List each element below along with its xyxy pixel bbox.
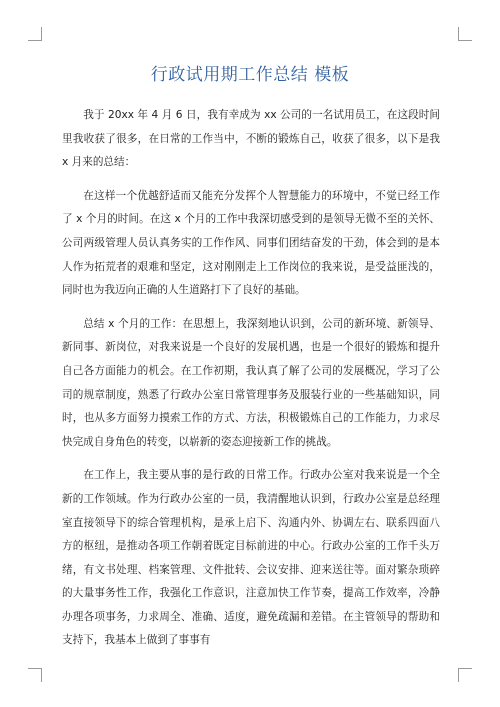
document-title: 行政试用期工作总结 模板: [150, 65, 350, 85]
crop-mark-bottom-left-h: [28, 668, 42, 669]
paragraph-environment: 在这样一个优越舒适而又能充分发挥个人智慧能力的环境中，不觉已经工作了 x 个月的时间。在这 x 个月的工作中我深切感受到的是领导无微不至的关怀、公司两级管理人员认真务实的工作作风、同事们团结奋发的干劲，体会到的是本人作为拓荒者的艰难和坚定，这对刚刚走上工作岗位的我来说，是受益匪浅的，同时也为我迈向正确的人生道路打下了良好的基础。: [62, 189, 440, 297]
paragraph-intro: 我于 20xx 年 4 月 6 日，我有幸成为 xx 公司的一名试用员工，在这段时间里我收获了很多，在日常的工作当中，不断的锻炼自己，收获了很多，以下是我 x 月来的总结：: [62, 109, 440, 169]
paragraph-work: 在工作上，我主要从事的是行政的日常工作。行政办公室对我来说是一个全新的工作领域。作为行政办公室的一员，我清醒地认识到，行政办公室是总经理室直接领导下的综合管理机构，是承上启下、沟通内外、协调左右、联系四面八方的枢纽，是推动各项工作朝着既定目标前进的中心。行政办公室的工作千头万绪，有文书处理、档案管理、文件批转、会议安排、迎来送往等。面对繁杂琐碎的大量事务性工作，我强化工作意识，注意加快工作节奏，提高工作效率，冷静办理各项事务，力求周全、准确、适度，避免疏漏和差错。在主管领导的帮助和支持下，我基本上做到了事事有: [62, 469, 440, 647]
paragraph-summary: 总结 x 个月的工作：在思想上，我深刻地认识到，公司的新环境、新领导、新同事、新岗位，对我来说是一个良好的发展机遇，也是一个很好的锻炼和提升自己各方面能力的机会。在工作初期，我认真了解了公司的发展概况，学习了公司的规章制度，熟悉了行政办公室日常管理事务及服装行业的一些基础知识，同时，也从多方面努力摸索工作的方式、方法，积极锻炼自己的工作能力，力求尽快完成自身角色的转变，以崭新的姿态迎接新工作的挑战。: [62, 317, 440, 448]
crop-mark-top-left-v: [41, 27, 42, 41]
crop-mark-top-right-v: [458, 27, 459, 41]
crop-mark-bottom-left-v: [41, 668, 42, 682]
crop-mark-top-right-h: [458, 40, 472, 41]
crop-mark-top-left-h: [28, 40, 42, 41]
crop-mark-bottom-right-v: [458, 668, 459, 682]
crop-mark-bottom-right-h: [458, 668, 472, 669]
document-body: [62, 104, 440, 663]
